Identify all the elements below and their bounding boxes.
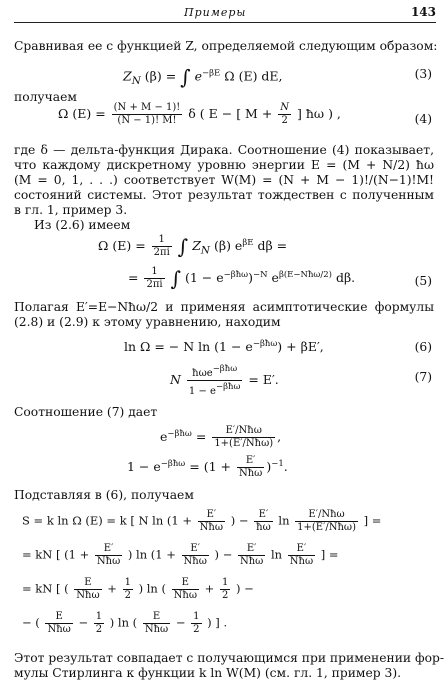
equation-number: (6) xyxy=(414,340,432,354)
equation-5-line-1: Ω (E) = $\frac{1}{2\pi i}$ ∫ $Z_N$ (β) $e^{\beta E}$ dβ = xyxy=(98,234,288,259)
text-line: Этот результат совпадает с получающимся при применении фор- xyxy=(14,651,445,665)
equation-8-line-2: $1 - e^{-\beta ħ\omega} = (1$ + $\frac{E'}{\text{Nħω}}$ )$^{-1}$. xyxy=(127,455,288,479)
equation-5-line-2: = $\frac{1}{2\pi i}$ ∫ $(1 - e^{-\beta ħ\omega})^{-N}$ $e^{\beta(E-Nħ\omega/2)}$ dβ. xyxy=(128,266,356,291)
equation-8-line-1: $e^{-\beta ħ\omega}$ = $\frac{\text{E′/Nħω}}{\text{1+(E′/Nħω)}}$ , xyxy=(160,425,282,449)
text-line: Соотношение (7) дает xyxy=(14,405,158,419)
equation-number: (3) xyxy=(414,67,432,81)
equation-3: $Z_N$ (β) = ∫ $e^{-\beta E}$ Ω (E) dE, xyxy=(123,65,283,89)
text-line: мулы Стирлинга к функции k ln W(M) (см. гл. 1, пример 3). xyxy=(14,666,402,680)
text-line: Подставляя в (6), получаем xyxy=(14,488,194,502)
text-line: состояний системы. Этот результат тождествен с полученным xyxy=(14,188,434,202)
text-line: где δ — дельта-функция Дирака. Соотношение (4) показывает, xyxy=(14,143,434,157)
equation-number: (4) xyxy=(414,112,432,126)
page-header xyxy=(14,4,436,23)
entropy-equation-line-3: = kN [ ( $\frac{E}{\text{Nħω}}$ + $\frac{1}{2}$ ) ln ( $\frac{E}{\text{Nħω}}$ + $\frac{1}{2}$ ) − xyxy=(22,577,254,601)
text-line: Сравнивая ее с функцией Z, определяемой следующим образом: xyxy=(14,39,438,53)
text-line: Полагая E′=E−Nħω/2 и применяя асимптотические формулы xyxy=(14,300,434,314)
entropy-equation-line-1: S = k ln Ω (E) = k [ N ln (1 + $\frac{E'}{\text{Nħω}}$ ) − $\frac{E'}{ħ\omega}$ ln $\frac{\text{E′/Nħω}}{\text{1+(E′/Nħω)}}$ ] = xyxy=(22,509,382,533)
entropy-equation-line-4: − ( $\frac{E}{\text{Nħω}}$ − $\frac{1}{2}$ ) ln ( $\frac{E}{\text{Nħω}}$ − $\frac{1}{2}$ ) ] . xyxy=(22,611,228,635)
page-number: 143 xyxy=(410,5,436,19)
equation-4: Ω (E) = $\frac{(N + M - 1)!}{(N - 1)! M!}$ δ ( E − [ M + $\frac{N}{2}$ ] ħω ) , xyxy=(58,102,341,126)
text-line: (M = 0, 1, . . .) соответствует W(M) = (N + M − 1)!/(N−1)!M! xyxy=(14,173,434,187)
equation-6: ln Ω = − N $\ln (1 - e^{-\beta ħ\omega}) + \beta E'$, xyxy=(124,339,324,354)
running-head: Примеры xyxy=(184,6,247,19)
text-line: в гл. 1, пример 3. xyxy=(14,203,128,217)
equation-number: (5) xyxy=(414,274,432,288)
text-line: что каждому дискретному уровню энергии E = (M + N/2) ħω xyxy=(14,158,434,172)
entropy-equation-line-2: = kN [ (1 + $\frac{E'}{\text{Nħω}}$ ) ln (1 + $\frac{E'}{\text{Nħω}}$ ) − $\frac{E'}{\text{Nħω}}$ ln $\frac{E'}{\text{Nħω}}$ ] = xyxy=(22,543,339,567)
text-line: получаем xyxy=(14,90,77,104)
text-line: Из (2.6) имеем xyxy=(34,218,131,232)
equation-number: (7) xyxy=(414,370,432,384)
equation-7: N $\frac{ħ\omega e^{-\beta ħ\omega}}{1 - e^{-\beta ħ\omega}}$ = E′. xyxy=(170,364,279,397)
text-line: (2.8) и (2.9) к этому уравнению, находим xyxy=(14,315,281,329)
